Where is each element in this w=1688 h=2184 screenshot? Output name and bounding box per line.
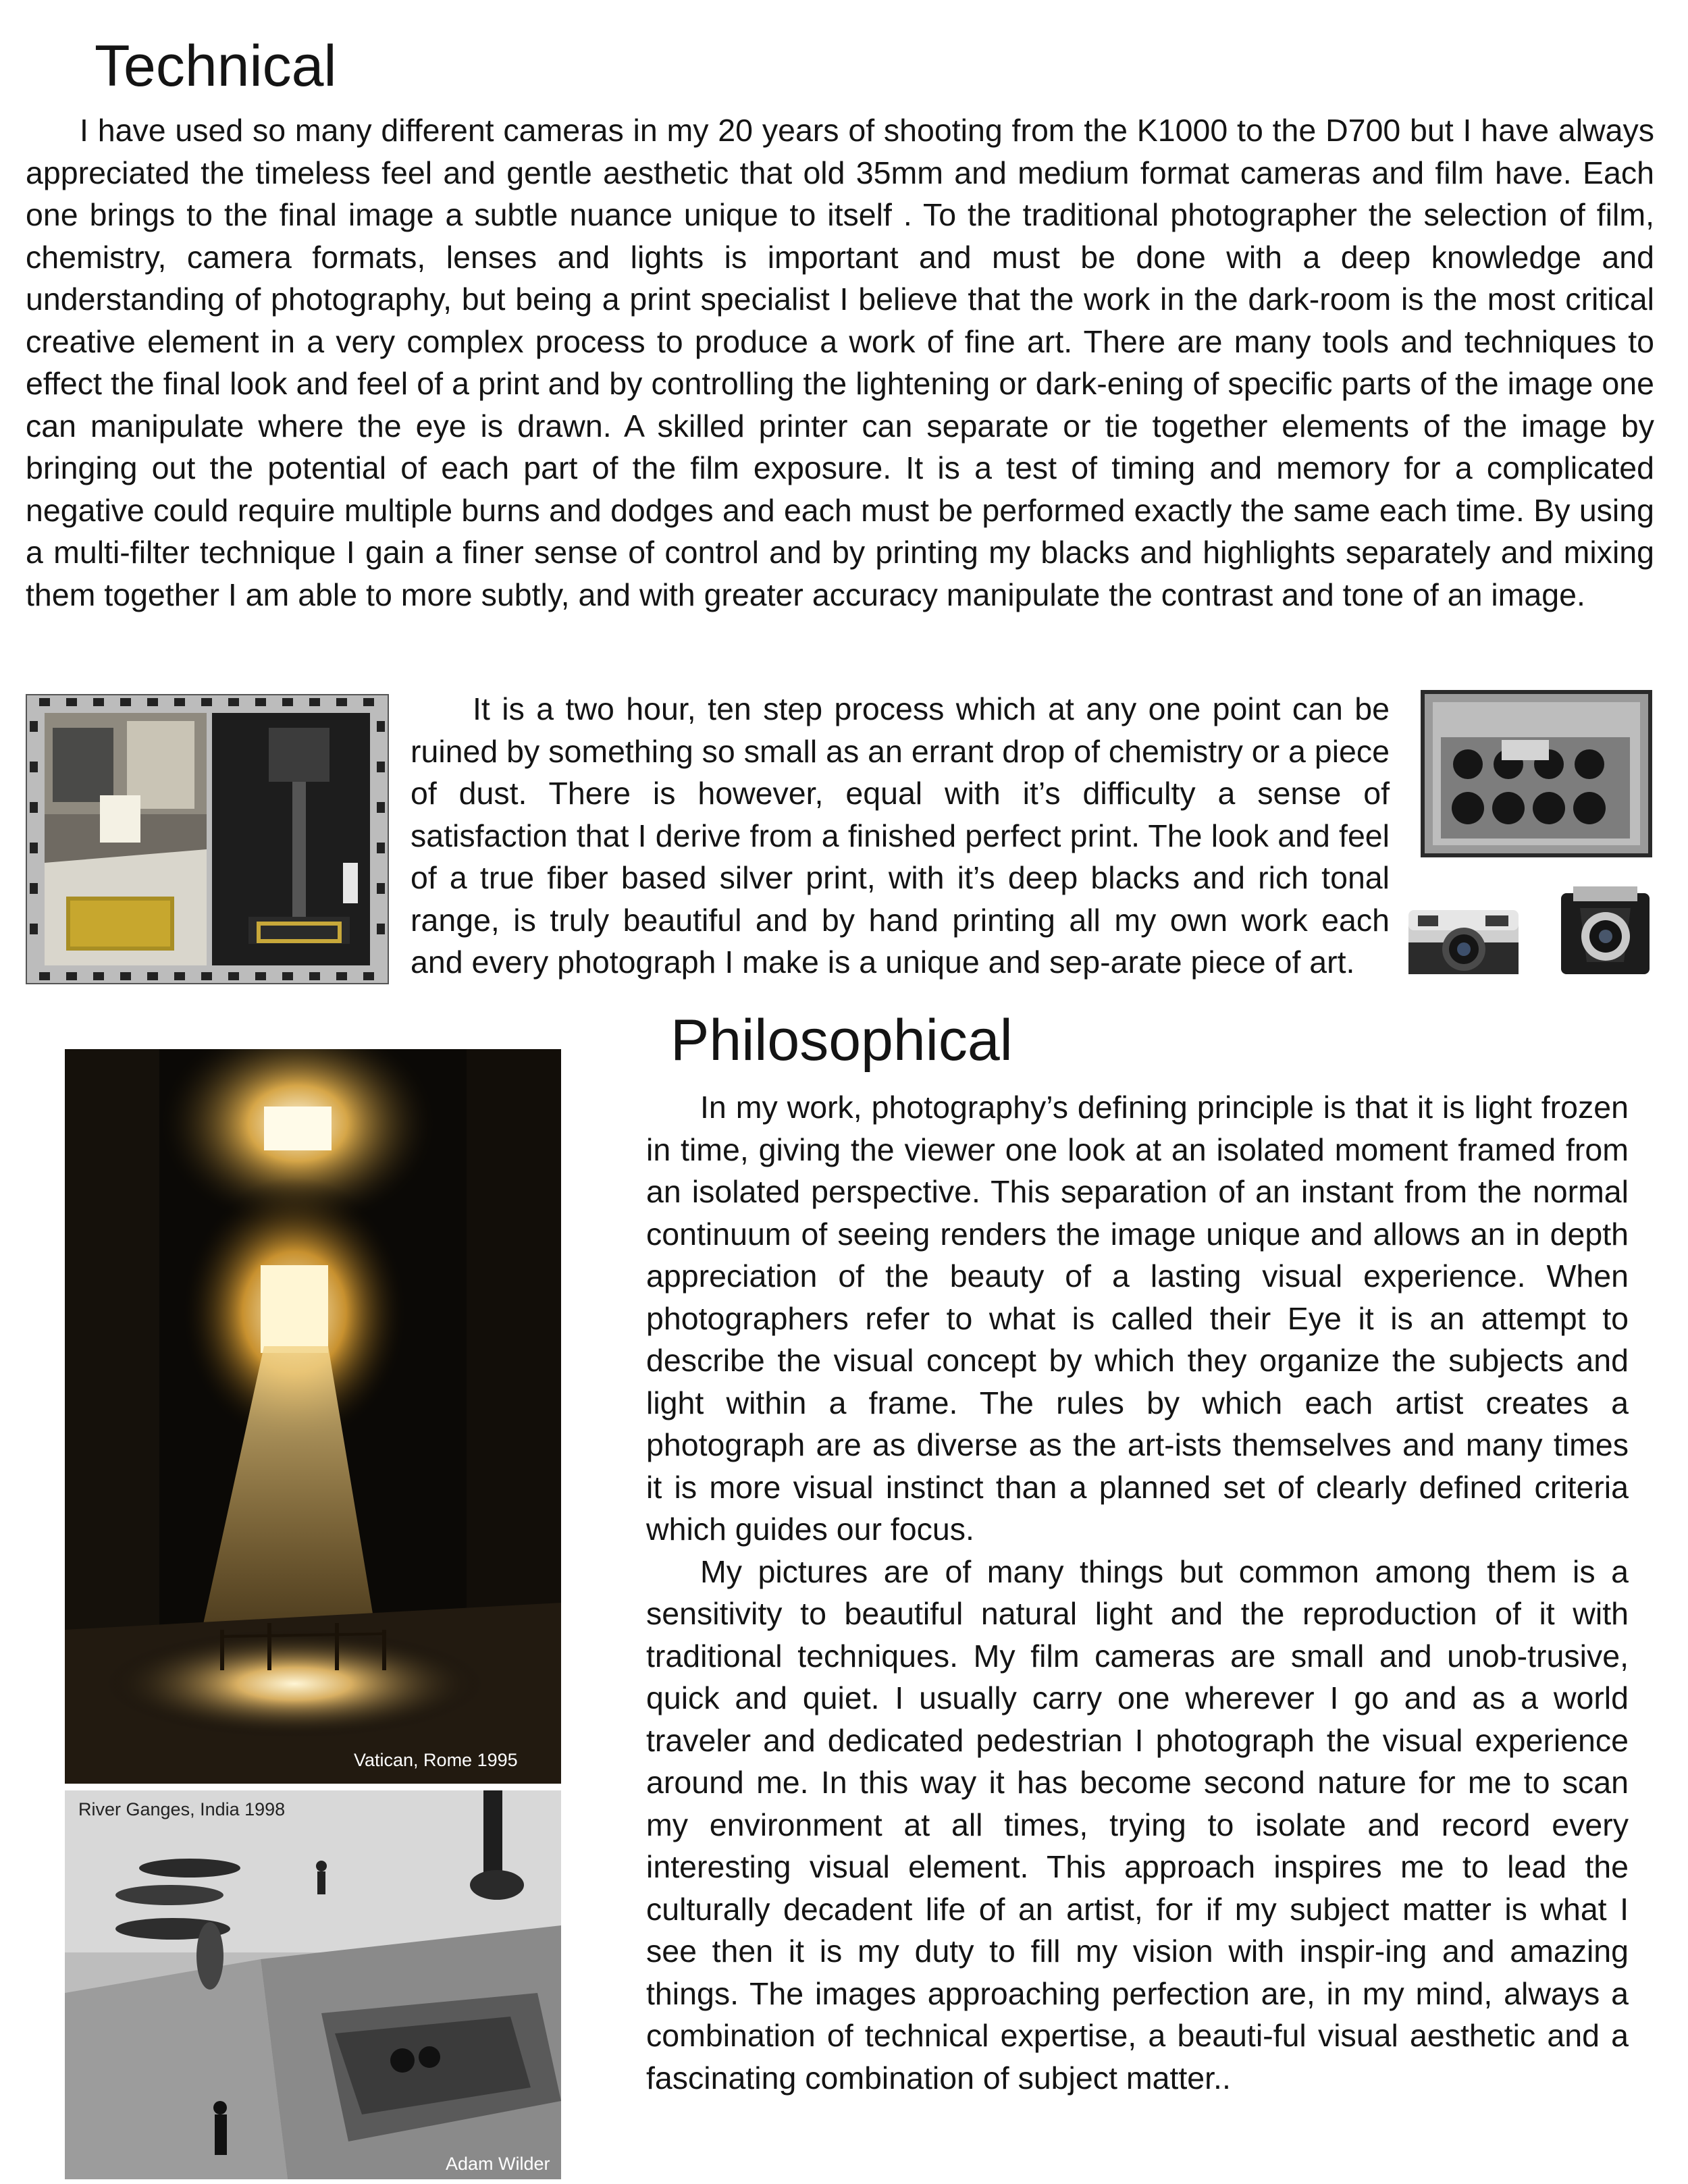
technical-paragraph-1-text: I have used so many different cameras in my 20 years of shooting from the K1000 to the D700 but I have always appreciated the timeless feel and gentle aesthetic that old 35mm and medium format cameras and film have. Each one brings to the final image a subtle nuance unique to itself . To the traditional photographer the selection of film, chemistry, camera formats, lenses and lights is important and must be done with a deep knowledge and understanding of photography, but being a print specialist I believe that the work in the dark-room is the most critical creative element in a very complex process to produce a work of fine art. There are many tools and techniques to effect the final look and feel of a print and by controlling the lightening or dark-ening of specific parts of the image one can manipulate where the eye is drawn. A skilled printer can separate or tie together elements of the image by bringing out the potential of each part of the film exposure. It is a test of timing and memory for a complicated negative could require multiple burns and dodges and each must be performed exactly the same each time. By using a multi-filter technique I gain a finer sense of control and by printing my blacks and highlights separately and mixing them together I am able to more subtly, and with greater accuracy manipulate the contrast and tone of an image.: [26, 113, 1654, 612]
technical-paragraph-2: [411, 688, 1390, 984]
philosophical-paragraph-1-text: In my work, photography’s defining principle is that it is light frozen in time, giving the viewer one look at an isolated moment framed from an isolated perspective. This separation of an instant from the normal continuum of seeing renders the image unique and allows an in depth appreciation of the beauty of a lasting visual experience. When photographers refer to what is called their Eye it is an attempt to describe the visual concept by which they organize the subjects and light within a frame. The rules by which each artist creates a photograph are as diverse as the art-ists themselves and many times it is more visual instinct than a planned set of clearly defined criteria which guides our focus.: [646, 1090, 1629, 1547]
vatican-caption: Vatican, Rome 1995: [354, 1750, 518, 1770]
technical-paragraph-1: [26, 109, 1654, 616]
philosophical-heading: Philosophical: [670, 1008, 1013, 1073]
technical-heading: Technical: [95, 34, 337, 99]
darkroom-film-strip-photo: [26, 694, 389, 984]
ganges-caption: River Ganges, India 1998: [78, 1799, 286, 1819]
technical-paragraph-2-text: It is a two hour, ten step process which at any one point can be ruined by something so small as an errant drop of chemistry or a piece of dust. There is however, equal with it’s difficulty a sense of satisfaction that I derive from a finished perfect print. The look and feel of a true fiber based silver print, with it’s deep blacks and rich tonal range, is truly beautiful and by hand printing all my own work each and every photograph I make is a unique and sep-arate piece of art.: [411, 691, 1390, 980]
philosophical-paragraph-2-text: My pictures are of many things but common among them is a sensitivity to beautiful natural light and the reproduction of it with traditional techniques. My film cameras are small and unob-trusive, quick and quiet. I usually carry one wherever I go and as a world traveler and dedicated pedestrian I photograph the visual experience around me. In this way it has become second nature for me to scan my environment at all times, trying to isolate and record every interesting visual element. This approach inspires me to lead the culturally decadent life of an artist, for if my subject matter is what I see then it is my duty to fill my vision with inspir-ing and amazing things. The images approaching perfection are, in my mind, always a combination of technical expertise, a beauti-ful visual aesthetic and a fascinating combination of subject matter..: [646, 1553, 1629, 2096]
photographer-signature: Adam Wilder: [446, 2154, 550, 2174]
folding-camera-photo: [1553, 881, 1658, 986]
camera-case-photo: [1421, 690, 1652, 857]
philosophical-text-block: [646, 1086, 1629, 2099]
vatican-photo: [65, 1049, 561, 1784]
ganges-photo: [65, 1790, 561, 2179]
rangefinder-camera-photo: [1404, 890, 1523, 984]
philosophical-paragraph-1: [646, 1086, 1629, 1551]
philosophical-paragraph-2: [646, 1551, 1629, 2100]
